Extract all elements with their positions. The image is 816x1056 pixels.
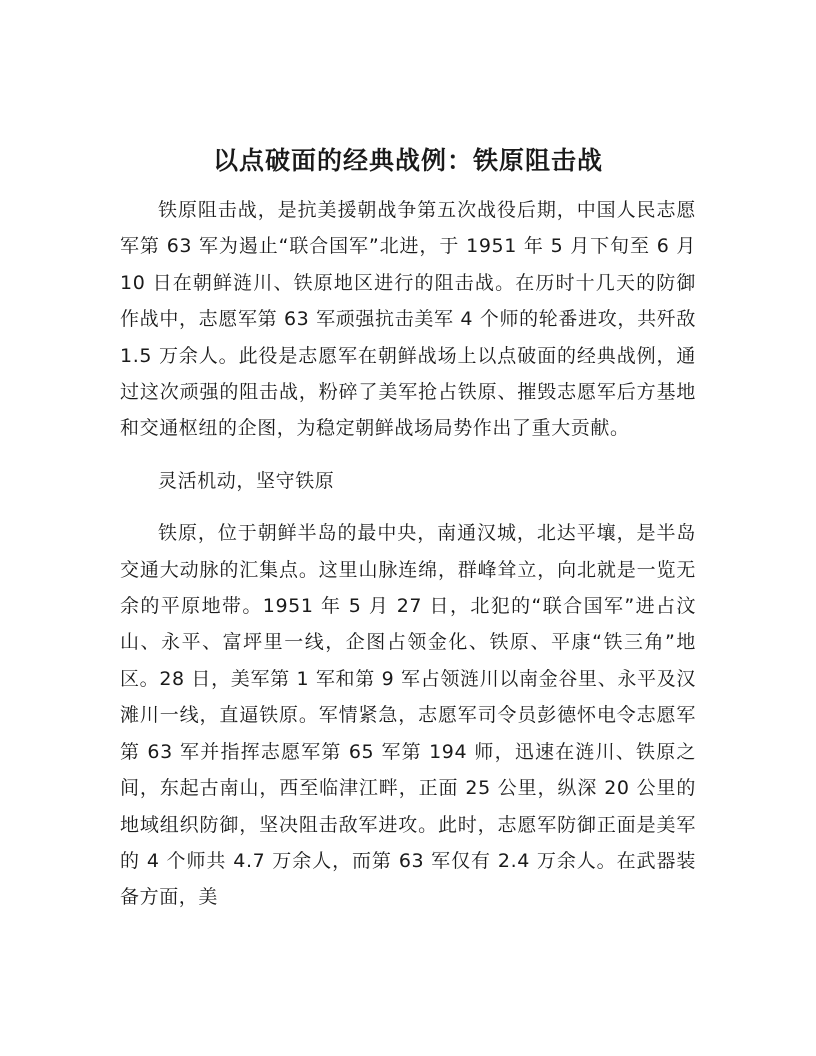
section-heading: 灵活机动，坚守铁原 <box>158 469 335 492</box>
document-title: 以点破面的经典战例：铁原阻击战 <box>212 146 603 175</box>
document-body <box>120 192 696 916</box>
paragraph-intro: 铁原阻击战，是抗美援朝战争第五次战役后期，中国人民志愿军第 63 军为遏止“联合国军”北进，于 1951 年 5 月下旬至 6 月 10 日在朝鲜涟川、铁原地区进行的阻击战。在历时十几天的防御作战中，志愿军第 63 军顽强抗击美军 4 个师的轮番进攻，共歼敌 1.5 万余人。此役是志愿军在朝鲜战场上以点破面的经典战例，通过这次顽强的阻击战，粉碎了美军抢占铁原、摧毁志愿军后方基地和交通枢纽的企图，为稳定朝鲜战场局势作出了重大贡献。 <box>120 199 696 440</box>
paragraph-tieyuan: 铁原，位于朝鲜半岛的最中央，南通汉城，北达平壤，是半岛交通大动脉的汇集点。这里山脉连绵，群峰耸立，向北就是一览无余的平原地带。1951 年 5 月 27 日，北犯的“联合国军”进占汶山、永平、富坪里一线，企图占领金化、铁原、平康“铁三角”地区。28 日，美军第 1 军和第 9 军占领涟川以南金谷里、永平及汉滩川一线，直逼铁原。军情紧急，志愿军司令员彭德怀电令志愿军第 63 军并指挥志愿军第 65 军第 194 师，迅速在涟川、铁原之间，东起古南山，西至临津江畔，正面 25 公里，纵深 20 公里的地域组织防御，坚决阻击敌军进攻。此时，志愿军防御正面是美军的 4 个师共 4.7 万余人，而第 63 军仅有 2.4 万余人。在武器装备方面，美 <box>120 522 696 909</box>
